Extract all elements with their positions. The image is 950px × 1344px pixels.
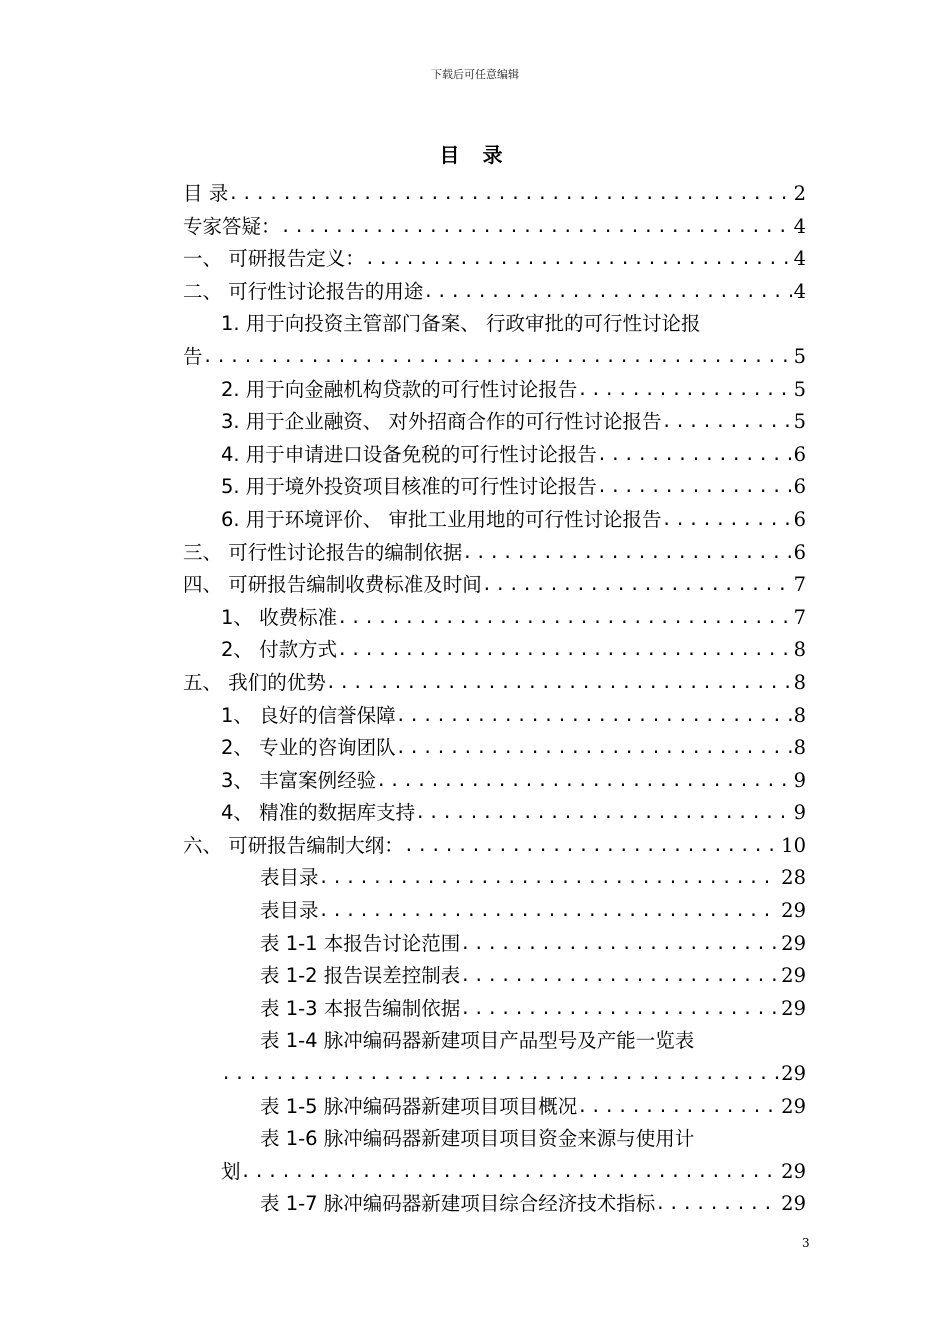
- toc-entry[interactable]: [183, 243, 806, 276]
- toc-entry[interactable]: [183, 960, 806, 993]
- toc-dot-leader: [221, 1058, 779, 1091]
- toc-entry-label: 划: [221, 1159, 241, 1183]
- toc-dot-leader: [319, 862, 780, 895]
- toc-entry-page: 10: [781, 833, 806, 857]
- toc-entry-label: 表目录: [260, 866, 319, 890]
- toc-entry-label: 表 1-2 报告误差控制表: [260, 964, 461, 988]
- toc-dot-leader: [460, 993, 779, 1026]
- toc-entry[interactable]: [183, 439, 806, 472]
- toc-entry-page: 5: [793, 344, 806, 368]
- toc-entry-label: 3. 用于企业融资、 对外招商合作的可行性讨论报告: [221, 410, 662, 434]
- toc-dot-leader: [577, 374, 791, 407]
- toc-entry-page: 8: [793, 736, 806, 760]
- toc-entry-page: 2: [793, 182, 806, 205]
- toc-entry-page: 29: [781, 931, 806, 955]
- toc-dot-leader: [462, 537, 791, 570]
- toc-entry-page: 5: [793, 410, 806, 434]
- toc-dot-leader: [319, 895, 780, 928]
- toc-entry-page: 29: [781, 1192, 806, 1216]
- toc-entry[interactable]: [183, 993, 806, 1026]
- toc-entry-page: 8: [793, 703, 806, 727]
- toc-entry-label: 四、 可研报告编制收费标准及时间: [183, 573, 482, 597]
- page-number: 3: [802, 1236, 810, 1250]
- toc-dot-leader: [396, 732, 792, 765]
- toc-dot-leader: [404, 830, 779, 863]
- toc-entry[interactable]: [183, 569, 806, 602]
- toc-entry[interactable]: [183, 406, 806, 439]
- toc-entry-label: 2. 用于向金融机构贷款的可行性讨论报告: [221, 377, 578, 401]
- toc-entry[interactable]: [183, 1188, 806, 1221]
- toc-entry-label: 1. 用于向投资主管部门备案、 行政审批的可行性讨论报: [221, 312, 701, 336]
- toc-entry[interactable]: [183, 1058, 806, 1091]
- toc-entry-label: 告: [183, 344, 203, 368]
- toc-title: 目 录: [439, 143, 511, 167]
- toc-entry-label: 表 1-4 脉冲编码器新建项目产品型号及产能一览表: [260, 1029, 695, 1053]
- toc-entry-page: 6: [793, 507, 806, 531]
- toc-entry-label: 表 1-5 脉冲编码器新建项目项目概况: [260, 1094, 578, 1118]
- toc-entry[interactable]: [183, 895, 806, 928]
- toc-entry-page: 4: [793, 214, 806, 238]
- toc-dot-leader: [655, 1188, 779, 1221]
- toc-entry-label: 六、 可研报告编制大纲：: [183, 833, 404, 857]
- toc-dot-leader: [365, 243, 792, 276]
- toc-dot-leader: [326, 667, 792, 700]
- toc-dot-leader: [396, 700, 792, 733]
- toc-entry-page: 7: [793, 573, 806, 597]
- toc-entry[interactable]: [183, 765, 806, 798]
- toc-entry-page: 5: [793, 377, 806, 401]
- toc-entry[interactable]: [183, 667, 806, 700]
- toc-entry[interactable]: [183, 830, 806, 863]
- page-header: 下载后可任意编辑: [431, 68, 519, 81]
- toc-entry[interactable]: [183, 1123, 806, 1156]
- toc-entry-page: 28: [781, 866, 806, 890]
- toc-entry-page: 29: [781, 1159, 806, 1183]
- toc-entry[interactable]: [183, 797, 806, 830]
- toc-entry-label: 1、 收费标准: [221, 605, 338, 629]
- toc-entry-label: 三、 可行性讨论报告的编制依据: [183, 540, 463, 564]
- toc-dot-leader: [597, 439, 792, 472]
- toc-entry[interactable]: [183, 211, 806, 244]
- toc-entry-page: 8: [793, 638, 806, 662]
- toc-entry-page: 6: [793, 442, 806, 466]
- toc-entry[interactable]: [183, 1156, 806, 1189]
- toc-entry-page: 29: [781, 1062, 806, 1086]
- toc-entry[interactable]: [183, 308, 806, 341]
- toc-entry[interactable]: [183, 276, 806, 309]
- toc-entry-label: 表 1-6 脉冲编码器新建项目项目资金来源与使用计: [260, 1127, 695, 1151]
- toc-entry[interactable]: [183, 602, 806, 635]
- toc-entry-label: 2、 付款方式: [221, 638, 338, 662]
- toc-dot-leader: [662, 504, 792, 537]
- toc-dot-leader: [597, 471, 792, 504]
- toc-entry-label: 6. 用于环境评价、 审批工业用地的可行性讨论报告: [221, 507, 662, 531]
- toc-entry[interactable]: [183, 471, 806, 504]
- toc-dot-leader: [460, 960, 779, 993]
- toc-entry-label: 目 录: [183, 182, 229, 205]
- toc-entry[interactable]: [183, 504, 806, 537]
- toc-entry[interactable]: [183, 341, 806, 374]
- toc-dot-leader: [423, 276, 791, 309]
- toc-entry-page: 29: [781, 996, 806, 1020]
- toc-entry-label: 2、 专业的咨询团队: [221, 736, 396, 760]
- toc-dot-leader: [482, 569, 792, 602]
- toc-entry-page: 8: [793, 670, 806, 694]
- toc-entry-page: 9: [793, 801, 806, 825]
- toc-entry-page: 29: [781, 899, 806, 923]
- toc-entry[interactable]: [183, 928, 806, 961]
- toc-entry[interactable]: [183, 1091, 806, 1124]
- toc-dot-leader: [662, 406, 792, 439]
- toc-entry[interactable]: [183, 862, 806, 895]
- toc-entry[interactable]: [183, 537, 806, 570]
- toc-entry-label: 3、 丰富案例经验: [221, 768, 377, 792]
- toc-entry-label: 一、 可研报告定义：: [183, 247, 365, 271]
- toc-entry[interactable]: [183, 700, 806, 733]
- toc-entry-label: 二、 可行性讨论报告的用途: [183, 279, 424, 303]
- toc-dot-leader: [577, 1091, 779, 1124]
- table-of-contents: [183, 178, 806, 1221]
- toc-entry-page: 4: [793, 279, 806, 303]
- toc-entry[interactable]: [183, 634, 806, 667]
- toc-entry-label: 4、 精准的数据库支持: [221, 801, 416, 825]
- toc-entry[interactable]: [183, 1025, 806, 1058]
- toc-entry-label: 专家答疑：: [183, 214, 281, 238]
- toc-entry-label: 表 1-3 本报告编制依据: [260, 996, 461, 1020]
- toc-entry-label: 1、 良好的信誉保障: [221, 703, 396, 727]
- toc-entry-label: 表 1-1 本报告讨论范围: [260, 931, 461, 955]
- toc-entry-page: 6: [793, 540, 806, 564]
- toc-entry-page: 4: [793, 247, 806, 271]
- toc-dot-leader: [337, 634, 791, 667]
- toc-entry[interactable]: [183, 178, 806, 211]
- toc-entry-label: 4. 用于申请进口设备免税的可行性讨论报告: [221, 442, 597, 466]
- toc-entry-page: 29: [781, 1094, 806, 1118]
- toc-entry-label: 表 1-7 脉冲编码器新建项目综合经济技术指标: [260, 1192, 656, 1216]
- toc-dot-leader: [228, 178, 791, 211]
- toc-entry-page: 29: [781, 964, 806, 988]
- toc-entry-page: 9: [793, 768, 806, 792]
- toc-entry[interactable]: [183, 374, 806, 407]
- toc-entry-page: 7: [793, 605, 806, 629]
- toc-entry-page: 6: [793, 475, 806, 499]
- toc-entry-label: 五、 我们的优势: [183, 670, 326, 694]
- toc-dot-leader: [415, 797, 791, 830]
- toc-dot-leader: [337, 602, 791, 635]
- toc-dot-leader: [203, 341, 792, 374]
- toc-dot-leader: [460, 928, 779, 961]
- toc-entry-label: 5. 用于境外投资项目核准的可行性讨论报告: [221, 475, 597, 499]
- toc-dot-leader: [376, 765, 791, 798]
- toc-entry-label: 表目录: [260, 899, 319, 923]
- toc-dot-leader: [281, 211, 792, 244]
- toc-dot-leader: [241, 1156, 780, 1189]
- toc-entry[interactable]: [183, 732, 806, 765]
